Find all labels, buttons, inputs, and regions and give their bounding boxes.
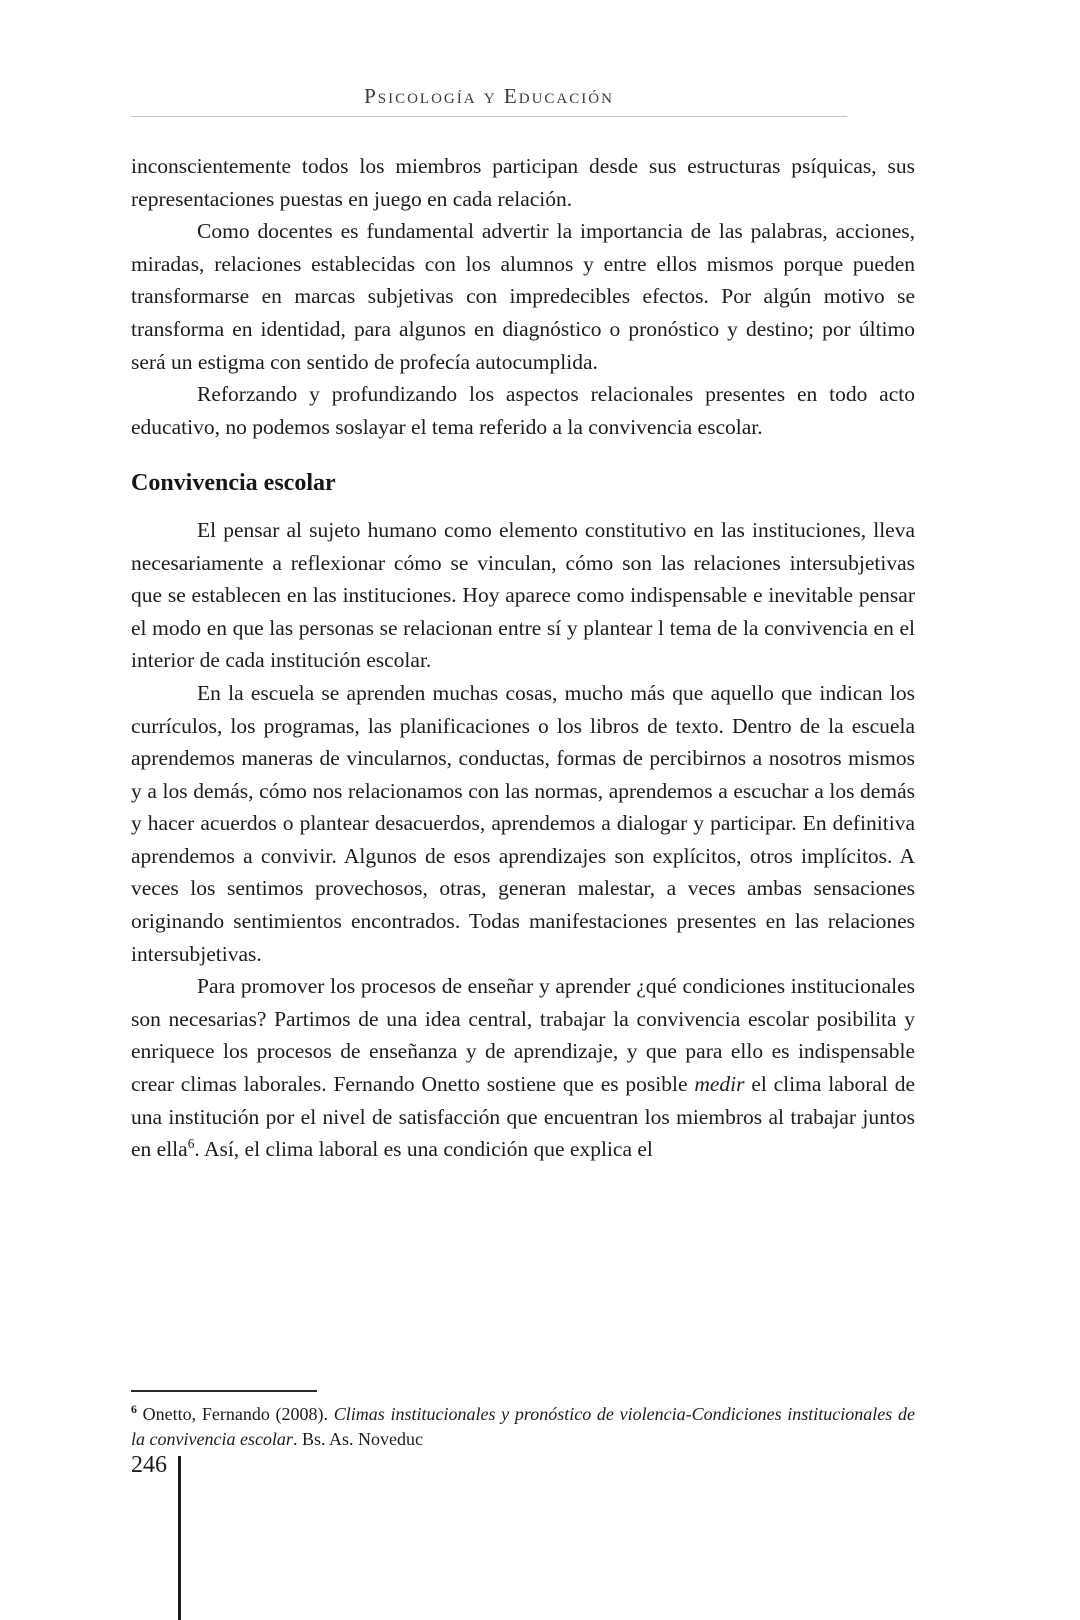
paragraph-text: el clima laboral de una institución por el nivel de satisfacción que encuentran los miembros al trabajar juntos en ella — [131, 1072, 915, 1162]
text-block — [131, 150, 915, 1166]
footnote-ref: 6 — [187, 1136, 195, 1152]
page-number: 246 — [131, 1452, 167, 1478]
paragraph-text: Para promover los procesos de enseñar y aprender ¿qué condiciones institucionales son necesarias? Partimos de una idea central, trabajar la convivencia escolar posibilita y enriquece los procesos de enseñanza y de aprendizaje, y que para ello es indispensable crear climas laborales. Fernando Onetto sostiene que es posible — [131, 974, 915, 1097]
footnote-title-italic: Climas institucionales y pronóstico de violencia-Condiciones institucionales de la convivencia escolar — [131, 1404, 915, 1449]
page-number-rule — [178, 1456, 181, 1620]
footnote-text: Onetto, Fernando (2008). — [136, 1404, 334, 1424]
paragraph-text: . Así, el clima laboral es una condición que explica el — [194, 1137, 653, 1162]
paragraph: inconscientemente todos los miembros participan desde sus estructuras psíquicas, sus representaciones puestas en juego en cada relación. — [131, 154, 915, 211]
paragraph — [131, 970, 915, 1166]
section-heading: Convivencia escolar — [131, 470, 336, 497]
paragraph: En la escuela se aprenden muchas cosas, mucho más que aquello que indican los currículos, los programas, las planificaciones o los libros de texto. Dentro de la escuela aprendemos maneras de vincularnos, conductas, formas de percibirnos a nosotros mismos y a los demás, cómo nos relacionamos con las normas, aprendemos a escuchar a los demás y hacer acuerdos o plantear desacuerdos, aprendemos a dialogar y participar. En definitiva aprendemos a convivir. Algunos de esos aprendizajes son explícitos, otros implícitos. A veces los sentimos provechosos, otras, generan malestar, a veces ambas sensaciones originando sentimientos encontrados. Todas manifestaciones presentes en las relaciones intersubjetivas. — [131, 680, 915, 966]
footnote — [131, 1402, 915, 1452]
footnote-marker: 6 — [131, 1402, 137, 1416]
paragraph: Como docentes es fundamental advertir la importancia de las palabras, acciones, miradas, relaciones establecidas con los alumnos y entre ellos mismos porque pueden transformarse en marcas subjetivas con impredecibles efectos. Por algún motivo se transforma en identidad, para algunos en diagnóstico o pronóstico y destino; por último será un estigma con sentido de profecía autocumplida. — [131, 219, 915, 374]
paragraph: Reforzando y profundizando los aspectos relacionales presentes en todo acto educativo, no podemos soslayar el tema referido a la convivencia escolar. — [131, 382, 915, 439]
footnote-text: . Bs. As. Noveduc — [292, 1429, 423, 1449]
emphasis-text: medir — [694, 1072, 745, 1097]
paragraph: El pensar al sujeto humano como elemento constitutivo en las instituciones, lleva necesariamente a reflexionar cómo se vinculan, cómo son las relaciones intersubjetivas que se establecen en las instituciones. Hoy aparece como indispensable e inevitable pensar el modo en que las personas se relacionan entre sí y plantear l tema de la convivencia en el interior de cada institución escolar. — [131, 517, 915, 673]
header-rule — [131, 116, 847, 117]
running-header: Psicología y Educación — [364, 84, 614, 108]
footnote-rule — [131, 1390, 317, 1392]
